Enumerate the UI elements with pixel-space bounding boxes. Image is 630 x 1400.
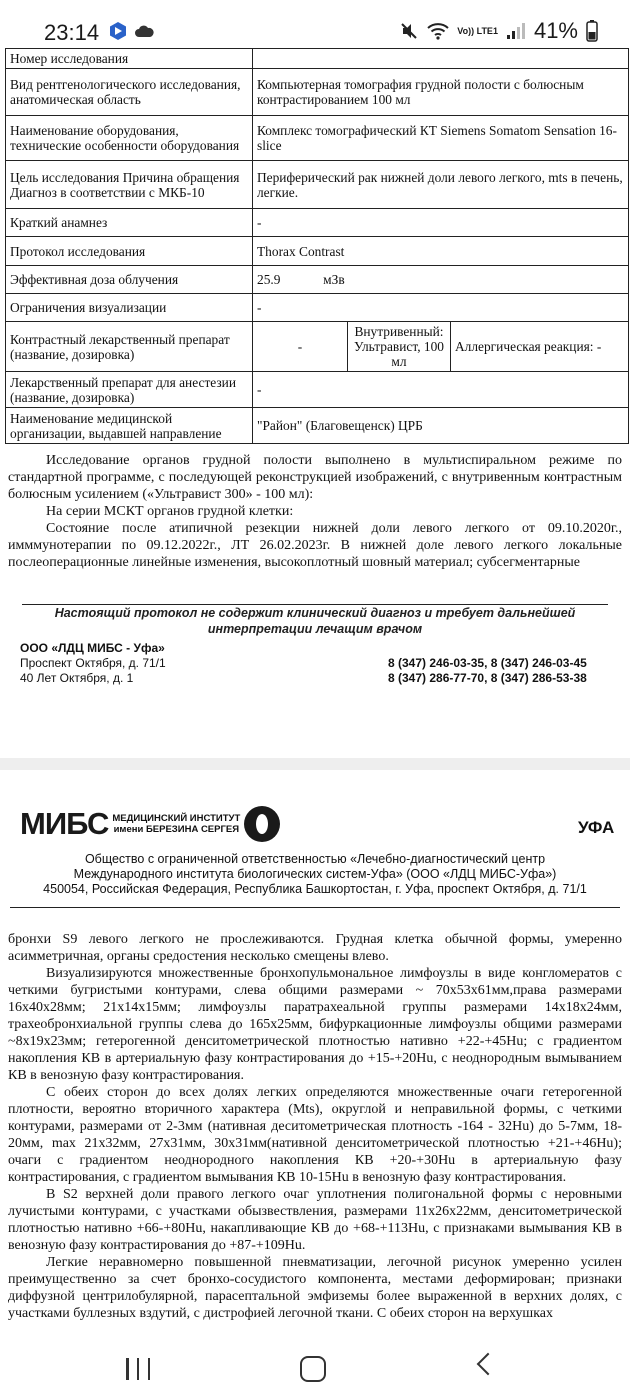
- network-type: Vo)) LTE1: [457, 25, 498, 36]
- dose-unit: мЗв: [323, 272, 345, 287]
- logo-emblem-icon: [244, 806, 280, 842]
- signal-icon: [506, 22, 526, 40]
- row-label: Цель исследования Причина обращения Диагноз в соответствии с МКБ-10: [6, 161, 253, 209]
- city-label: УФА: [578, 818, 615, 837]
- study-description: [8, 452, 622, 571]
- row-label: Эффективная доза облучения: [6, 266, 253, 294]
- paragraph: С обеих сторон до всех долях легких определяются множественные очаги гетерогенной плотности, вероятно вторичного характера (Mts), округлой и неправильной формы, с четкими контурами, размерами от 2-3мм (нативная деситометрическая плотность -164 - 32Hu) до 5-7мм, 18-20мм, max 21х32мм, 27х31мм, 30х31мм(нативной денситометрической плотностью +21-+46Hu); очаги с градиентом неоднородного накопления КВ +20-+30Hu в артериальную фазу контрастирования, с градиентом вымывания КВ 10-15Hu в венозную фазу контрастирования.: [8, 1085, 622, 1185]
- row-value: Thorax Contrast: [253, 237, 629, 266]
- header-divider: [10, 907, 620, 908]
- org-line: 450054, Российская Федерация, Республика Башкортостан, г. Уфа, проспект Октября, д. 71/1: [43, 882, 587, 896]
- row-label: Контрастный лекарственный препарат (название, дозировка): [6, 322, 253, 372]
- battery-percentage: 41%: [533, 18, 578, 43]
- row-label: Вид рентгенологического исследования, анатомическая область: [6, 69, 253, 116]
- paragraph: бронхи S9 левого легкого не прослеживаются. Грудная клетка обычной формы, умеренно асимметричная, органы средостения несколько смещены влево.: [8, 932, 622, 964]
- table-row: [6, 116, 629, 161]
- row-label: Протокол исследования: [6, 237, 253, 266]
- disclaimer: Настоящий протокол не содержит клинический диагноз и требует дальнейшей интерпретации лечащим врачом: [54, 606, 576, 636]
- system-icons: [399, 18, 598, 44]
- table-row: [6, 49, 629, 69]
- paragraph: Визуализируются множественные бронхопульмональное лимфоузлы в виде конгломератов с четкими бугристыми контурами, слева общими размерами ~ 70х53х61мм,права размерами 16х40х28мм; 21х14х15мм; лимфоузлы паратрахеальной группы размерами 14х18х24мм, трахеобронхиальной группы слева до 165х25мм, бифуркационные лимфоузлы общими размерами ~8х19х23мм; гетерогенной денситометрической плотностью нативно +22-+45Hu; с градиентом накопления КВ в артериальную фазу контрастирования до +15-+20Hu, с неоднородным вымыванием КВ в венозную фазу контрастирования.: [8, 966, 622, 1083]
- row-label: Краткий анамнез: [6, 209, 253, 237]
- row-value: "Район" (Благовещенск) ЦРБ: [253, 408, 629, 444]
- mute-icon: [399, 21, 419, 41]
- row-value: -: [253, 372, 629, 408]
- allergy-value: -: [596, 339, 602, 354]
- clock: 23:14: [44, 20, 100, 45]
- allergy-cell: [451, 322, 629, 372]
- row-label: Наименование оборудования, технические особенности оборудования: [6, 116, 253, 161]
- logo-wordmark: МИБС: [20, 806, 109, 841]
- logo-subtitle: [112, 813, 240, 835]
- phone-line: 8 (347) 286-77-70, 8 (347) 286-53-38: [388, 671, 587, 685]
- row-value: -: [253, 209, 629, 237]
- allergy-label: Аллергическая реакция:: [455, 339, 594, 354]
- contrast-iv: Внутривенный: Ультравист, 100 мл: [348, 322, 451, 372]
- row-value: Компьютерная томография грудной полости с болюсным контрастированием 100 мл: [253, 69, 629, 116]
- table-row: [6, 322, 629, 372]
- page-separator: [0, 758, 630, 770]
- table-row: [6, 69, 629, 116]
- table-row: [6, 372, 629, 408]
- paragraph: Исследование органов грудной полости выполнено в мультиспиральном режиме по стандартной программе, с последующей реконструкцией изображений, с внутривенным контрастным болюсным усилением («Ультравист 300» - 100 мл):: [8, 453, 622, 502]
- app-notification-icon: [108, 21, 128, 41]
- row-label: Лекарственный препарат для анестезии (название, дозировка): [6, 372, 253, 408]
- findings-text: [8, 931, 622, 1322]
- recent-apps-icon: [148, 1358, 151, 1380]
- paragraph: На серии МСКТ органов грудной клетки:: [46, 504, 294, 519]
- home-button[interactable]: [300, 1356, 326, 1382]
- address-line: 40 Лет Октября, д. 1: [20, 671, 134, 685]
- table-row: [6, 408, 629, 444]
- row-label: Номер исследования: [6, 49, 253, 69]
- status-bar: [0, 0, 630, 50]
- navigation-bar: [0, 1338, 630, 1400]
- phone-line: 8 (347) 246-03-35, 8 (347) 246-03-45: [388, 656, 587, 670]
- study-info-table: [5, 48, 629, 444]
- logo-subtitle-line: МЕДИЦИНСКИЙ ИНСТИТУТ: [112, 813, 241, 824]
- logo-subtitle-line: имени БЕРЕЗИНА СЕРГЕЯ: [113, 824, 240, 835]
- address-line: Проспект Октября, д. 71/1: [20, 656, 166, 670]
- cloud-icon: [134, 23, 154, 39]
- dose-value: 25.9: [257, 272, 281, 287]
- row-label: Ограничения визуализации: [6, 294, 253, 322]
- recent-apps-icon: [137, 1358, 140, 1380]
- org-line: Общество с ограниченной ответственностью «Лечебно-диагностический центр: [84, 852, 546, 866]
- company-name: ООО «ЛДЦ МИБС - Уфа»: [20, 641, 165, 655]
- battery-icon: [586, 20, 598, 42]
- paragraph: Легкие неравномерно повышенной пневматизации, легочной рисунок умеренно усилен преимущественно за счет бронхо-сосудистого компонента, местами деформирован; признаки диффузной центрилобулярной, парасептальной эмфиземы более выраженной в верхних долях, с участками буллезных вздутий, с дистрофией легочной ткани. С обеих сторон на верхушках: [8, 1255, 622, 1321]
- notification-icons: [108, 21, 154, 41]
- table-row: [6, 161, 629, 209]
- row-value: Комплекс томографический КТ Siemens Somatom Sensation 16-slice: [253, 116, 629, 161]
- table-row: [6, 237, 629, 266]
- row-value: Периферический рак нижней доли левого легкого, mts в печень, легкие.: [253, 161, 629, 209]
- organization-info: [40, 852, 590, 897]
- table-row: [6, 266, 629, 294]
- row-value: [253, 266, 629, 294]
- contrast-value: -: [253, 322, 348, 372]
- recent-apps-icon: [126, 1358, 129, 1380]
- table-row: [6, 294, 629, 322]
- wifi-icon: [427, 22, 449, 40]
- table-row: [6, 209, 629, 237]
- row-value: [253, 49, 629, 69]
- paragraph: В S2 верхней доли правого легкого очаг уплотнения полигональной формы с неровными лучистыми контурами, с участками обызвествления, размерами 11х26х22мм, денситометрической плотностью нативно +66-+80Hu, накапливающие КВ до +68-+113Hu, с признаками вымывания КВ в венозную фазу контрастирования до +87-+109Hu.: [8, 1187, 622, 1253]
- row-value: -: [253, 294, 629, 322]
- row-label: Наименование медицинской организации, выдавшей направление: [6, 408, 253, 444]
- paragraph: Состояние после атипичной резекции нижней доли левого легкого от 09.10.2020г., имммунотерапии по 09.12.2022г., ЛТ 26.02.2023г. В нижней доле левого легкого локальные послеоперационные линейные изменения, высокоплотный шовный материал; субсегментарные: [8, 521, 622, 570]
- org-line: Международного института биологических систем-Уфа» (ООО «ЛДЦ МИБС-Уфа»): [73, 867, 557, 881]
- back-button[interactable]: [477, 1353, 500, 1376]
- mibs-logo: [20, 806, 280, 842]
- recent-apps-button[interactable]: [126, 1358, 150, 1380]
